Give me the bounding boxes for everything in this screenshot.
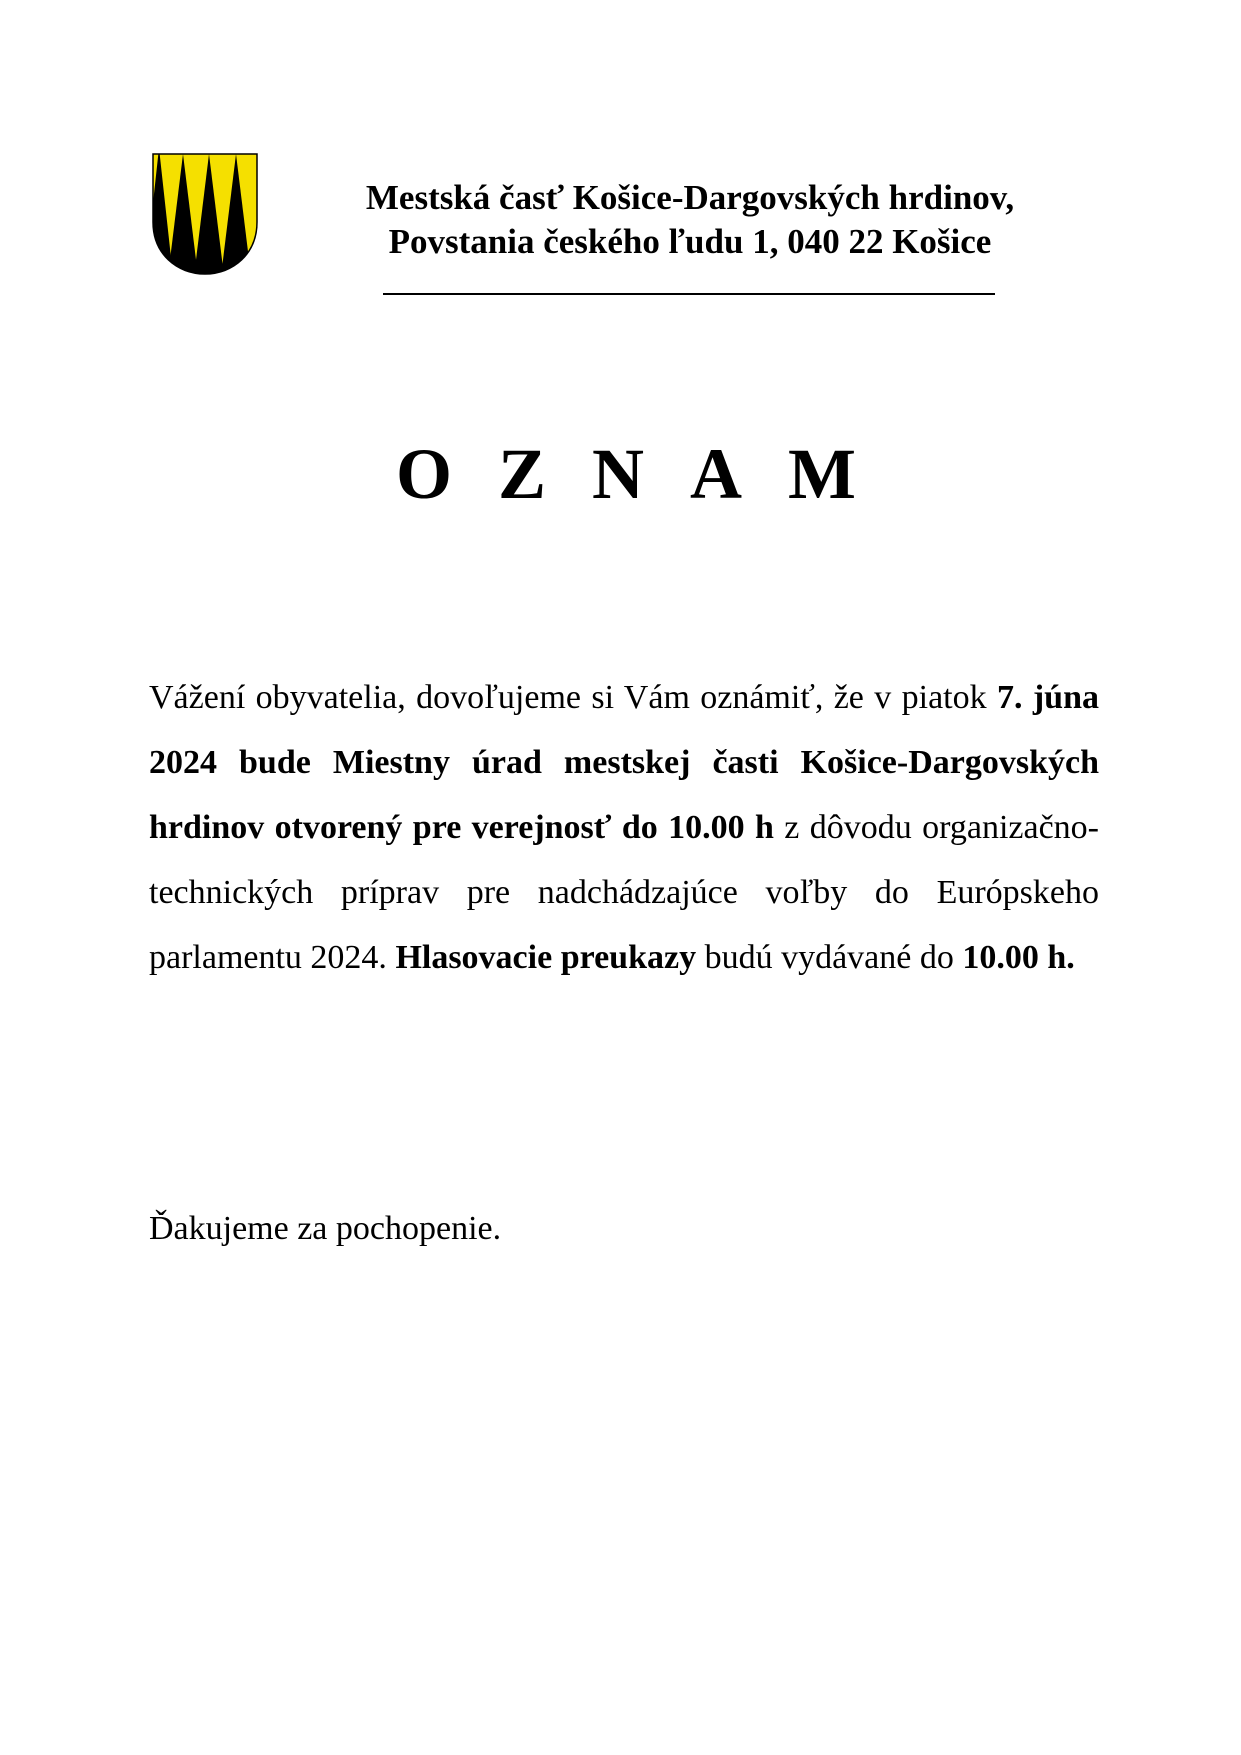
coat-of-arms-icon [151, 152, 259, 276]
municipality-header [300, 176, 1080, 264]
notice-body [149, 665, 1099, 990]
body-text-1: Vážení obyvatelia, dovoľujeme si Vám oznámiť, že v piatok [149, 679, 997, 716]
body-bold-2: Hlasovacie preukazy [395, 939, 697, 976]
body-bold-3: 10.00 h. [962, 939, 1075, 976]
body-bold-1: 7. júna 2024 bude Miestny úrad mestskej časti Košice-Dargovských hrdinov otvorený pre verejnosť do 10.00 h [149, 679, 1099, 846]
header-address: Povstania českého ľudu 1, 040 22 Košice [388, 222, 992, 261]
closing-line: Ďakujeme za pochopenie. [149, 1210, 502, 1247]
header-divider [383, 293, 995, 295]
notice-title: OZNAM [396, 434, 902, 514]
header-municipality-name: Mestská časť Košice-Dargovských hrdinov, [365, 178, 1015, 217]
body-text-3: budú vydávané do [696, 939, 963, 976]
body-text-2: z dôvodu organizačno-technických príprav pre nadchádzajúce voľby do Európskeho parlamentu 2024. [149, 809, 1099, 976]
